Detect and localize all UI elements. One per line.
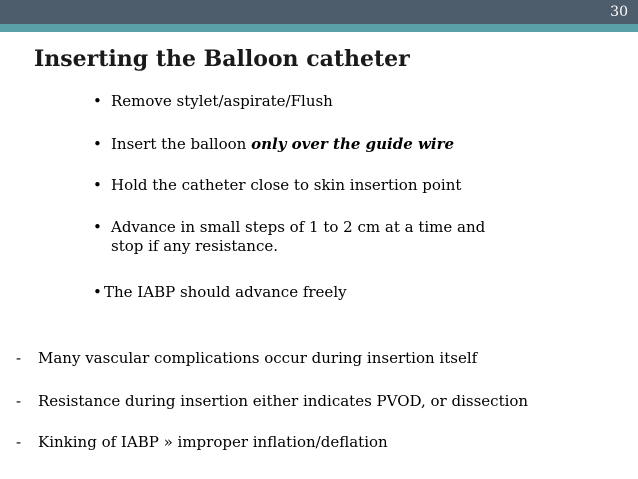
header-band — [0, 0, 638, 24]
bullet-item — [93, 218, 485, 256]
bullet-marker: • — [93, 92, 102, 110]
note-item — [16, 349, 477, 368]
bullet-marker: • — [93, 283, 102, 301]
note-marker: - — [16, 433, 22, 451]
slide-number: 30 — [610, 4, 628, 20]
note-item — [16, 433, 388, 452]
bullet-text: The IABP should advance freely — [104, 283, 347, 301]
bullet-item — [93, 283, 347, 302]
bullet-continuation: stop if any resistance. — [111, 237, 279, 255]
bullet-marker: • — [93, 218, 102, 236]
note-marker: - — [16, 349, 22, 367]
note-item — [16, 392, 528, 411]
note-text: Resistance during insertion either indicates PVOD, or dissection — [38, 392, 529, 410]
bullet-marker: • — [93, 135, 102, 153]
slide-title: Inserting the Balloon catheter — [34, 46, 410, 72]
bullet-text: Insert the balloon — [111, 135, 252, 153]
bullet-item — [93, 135, 454, 154]
bullet-text: Hold the catheter close to skin insertion point — [111, 176, 462, 194]
bullet-item — [93, 92, 333, 111]
bullet-marker: • — [93, 176, 102, 194]
bullet-text: Remove stylet/aspirate/Flush — [111, 92, 333, 110]
note-text: Many vascular complications occur during insertion itself — [38, 349, 478, 367]
note-text: Kinking of IABP » improper inflation/deflation — [38, 433, 388, 451]
bullet-emphasis: only over the guide wire — [251, 135, 455, 153]
header-accent-band — [0, 24, 638, 32]
bullet-text: Advance in small steps of 1 to 2 cm at a time and — [111, 218, 486, 236]
bullet-item — [93, 176, 461, 195]
note-marker: - — [16, 392, 22, 410]
